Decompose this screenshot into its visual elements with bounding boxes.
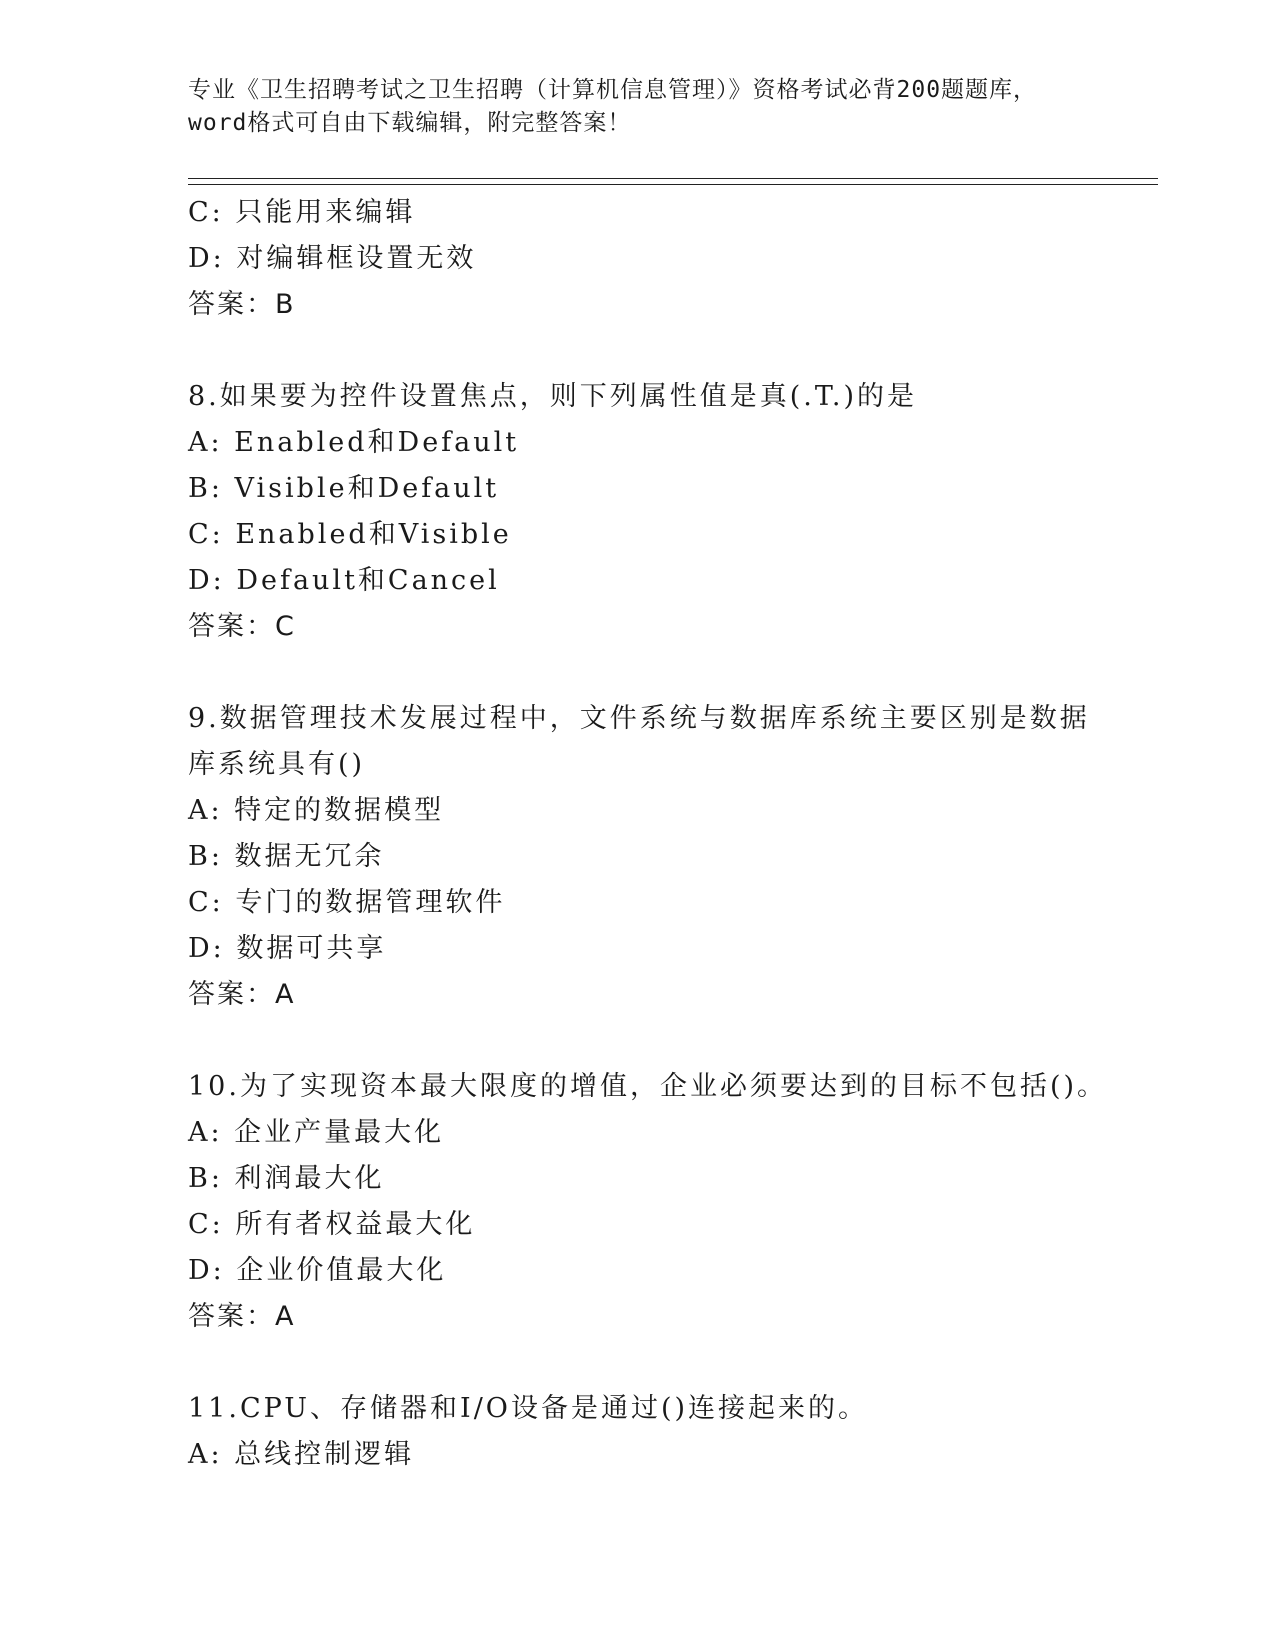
question-7-option-d: D: 对编辑框设置无效 [188, 243, 477, 274]
question-9-answer: 答案：A [188, 979, 296, 1010]
question-9-option-d: D: 数据可共享 [188, 933, 387, 964]
question-10-option-a: A: 企业产量最大化 [188, 1117, 445, 1148]
question-10-stem: 10.为了实现资本最大限度的增值，企业必须要达到的目标不包括()。 [188, 1071, 1108, 1102]
document-header [188, 74, 1088, 140]
question-11-option-a: A: 总线控制逻辑 [188, 1439, 415, 1470]
spacer [188, 1340, 1108, 1386]
question-8-option-c: C: Enabled和Visible [188, 519, 512, 550]
question-list [188, 190, 1108, 1478]
question-8-option-a: A: Enabled和Default [188, 427, 520, 458]
question-10-option-d: D: 企业价值最大化 [188, 1255, 447, 1286]
question-10-option-b: B: 利润最大化 [188, 1163, 385, 1194]
spacer [188, 1018, 1108, 1064]
question-8-stem: 8.如果要为控件设置焦点，则下列属性值是真(.T.)的是 [188, 381, 918, 412]
question-8-option-b: B: Visible和Default [188, 473, 500, 504]
header-divider-top [188, 178, 1158, 179]
header-divider-bottom [188, 184, 1158, 185]
question-9-option-c: C: 专门的数据管理软件 [188, 887, 506, 918]
question-9-stem-line-2: 库系统具有() [188, 749, 366, 780]
question-8-option-d: D: Default和Cancel [188, 565, 500, 596]
question-9 [188, 696, 1108, 1018]
question-9-option-a: A: 特定的数据模型 [188, 795, 445, 826]
question-10-option-c: C: 所有者权益最大化 [188, 1209, 476, 1240]
spacer [188, 328, 1108, 374]
question-10-answer: 答案：A [188, 1301, 296, 1332]
question-7-answer: 答案：B [188, 289, 296, 320]
question-11 [188, 1386, 1108, 1478]
header-title-line-2: word格式可自由下载编辑，附完整答案！ [188, 110, 632, 136]
question-11-stem: 11.CPU、存储器和I/O设备是通过()连接起来的。 [188, 1393, 869, 1424]
question-9-option-b: B: 数据无冗余 [188, 841, 385, 872]
spacer [188, 650, 1108, 696]
question-9-stem-line-1: 9.数据管理技术发展过程中，文件系统与数据库系统主要区别是数据 [188, 703, 1090, 734]
question-7 [188, 190, 1108, 328]
header-title-line-1: 专业《卫生招聘考试之卫生招聘（计算机信息管理）》资格考试必背200题题库， [188, 77, 1038, 103]
question-8 [188, 374, 1108, 650]
question-10 [188, 1064, 1108, 1340]
question-8-answer: 答案：C [188, 611, 296, 642]
question-7-option-c: C: 只能用来编辑 [188, 197, 416, 228]
